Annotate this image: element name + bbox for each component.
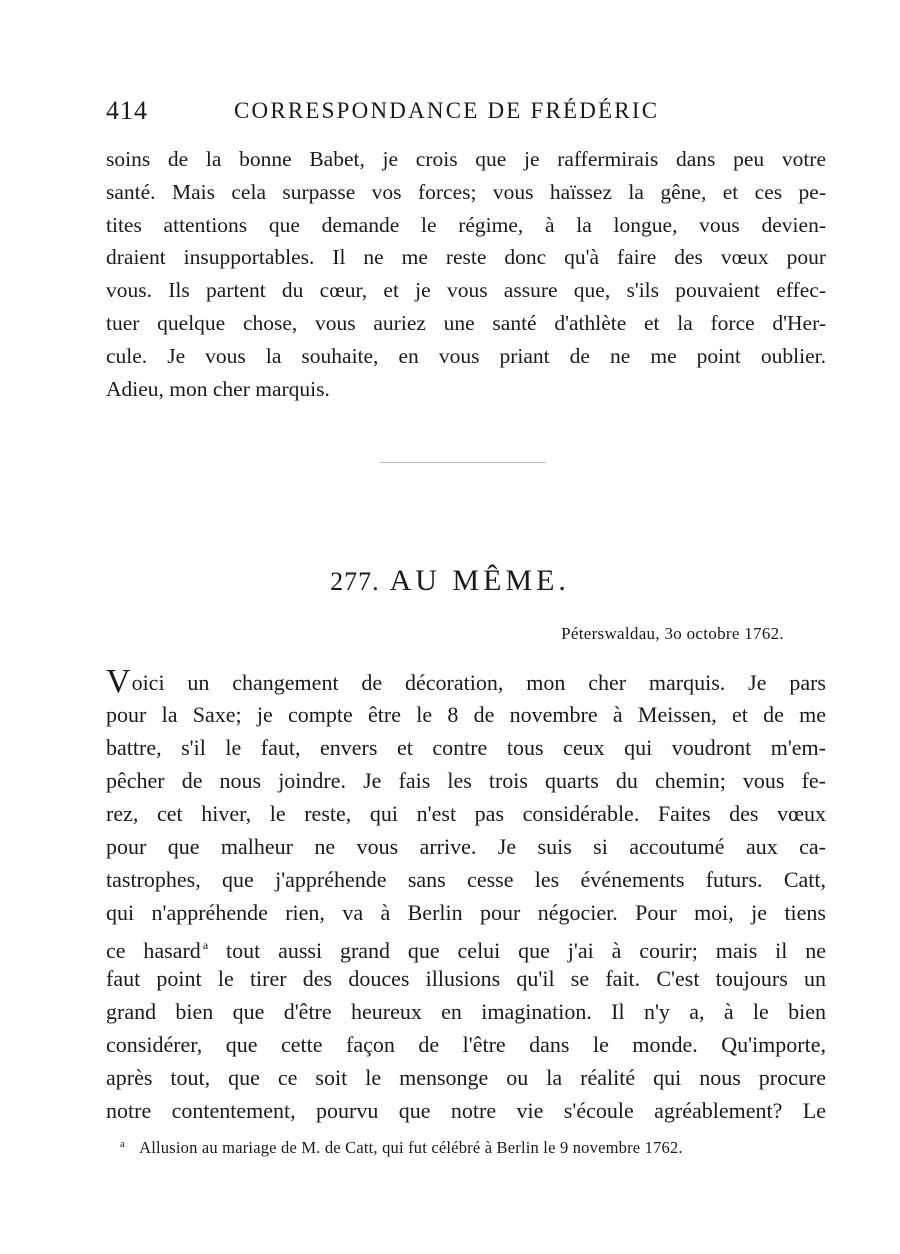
text-line: faut point le tirer des douces illusions qu'il se fait. C'est toujours un [106,966,826,991]
text-line: vous. Ils partent du cœur, et je vous assure que, s'ils pouvaient effec- [106,278,826,303]
text-line: après tout, que ce soit le mensonge ou la réalité qui nous procure [106,1065,826,1090]
letter-body [106,665,826,1127]
text-line: pêcher de nous joindre. Je fais les trois quarts du chemin; vous fe- [106,768,826,793]
dateline: Péterswaldau, 3o octobre 1762. [561,624,784,643]
section-divider [380,462,546,463]
text-line: tuer quelque chose, vous auriez une santé d'athlète et la force d'Her- [106,310,826,335]
letter-heading [0,564,900,598]
footnote-reference[interactable]: a [202,938,209,952]
letter-number: 277. [330,567,380,596]
running-head [106,96,746,132]
text-line: battre, s'il le faut, envers et contre tous ceux qui voudront m'em- [106,735,826,760]
running-title: CORRESPONDANCE DE FRÉDÉRIC [234,98,660,123]
text-line: tastrophes, que j'appréhende sans cesse les événements futurs. Catt, [106,867,826,892]
page-number: 414 [106,96,148,125]
footnote-text: Allusion au mariage de M. de Catt, qui fut célébré à Berlin le 9 novembre 1762. [139,1138,683,1157]
text-line: rez, cet hiver, le reste, qui n'est pas considérable. Faites des vœux [106,801,826,826]
text-line: grand bien que d'être heureux en imagination. Il n'y a, à le bien [106,999,826,1024]
text-line: pour que malheur ne vous arrive. Je suis si accoutumé aux ca- [106,834,826,859]
letter-title: AU MÊME. [389,564,570,597]
text-line [106,929,826,962]
paragraph-continuation [106,143,826,405]
text-fragment: ce hasard [106,938,201,963]
footnote [120,1138,683,1158]
text-line: Adieu, mon cher marquis. [106,376,330,401]
text-line: qui n'appréhende rien, va à Berlin pour négocier. Pour moi, je tiens [106,900,826,925]
first-line-text: oici un changement de décoration, mon cher marquis. Je pars [131,670,826,695]
text-line: considérer, que cette façon de l'être dans le monde. Qu'importe, [106,1032,826,1057]
text-fragment: tout aussi grand que celui que j'ai à courir; mais il ne [208,938,826,963]
text-line: tites attentions que demande le régime, à la longue, vous devien- [106,212,826,237]
text-line: soins de la bonne Babet, je crois que je raffermirais dans peu votre [106,147,826,171]
text-line [106,665,826,698]
text-line: notre contentement, pourvu que notre vie s'écoule agréablement? Le [106,1098,826,1123]
footnote-mark: a [120,1138,126,1150]
drop-cap: V [106,663,131,700]
text-line: cule. Je vous la souhaite, en vous priant de ne me point oublier. [106,343,826,368]
text-line: pour la Saxe; je compte être le 8 de novembre à Meissen, et de me [106,702,826,727]
text-line: santé. Mais cela surpasse vos forces; vous haïssez la gêne, et ces pe- [106,179,826,204]
text-line: draient insupportables. Il ne me reste donc qu'à faire des vœux pour [106,245,826,270]
